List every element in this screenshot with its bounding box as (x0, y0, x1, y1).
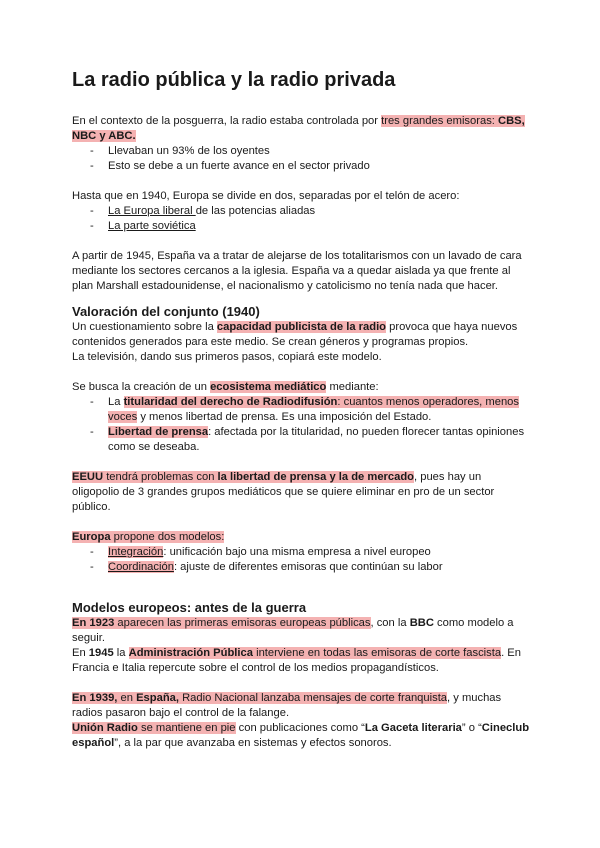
text: la (113, 647, 129, 659)
highlight-bold: CBS, NBC y ABC. (72, 115, 525, 142)
text: La (108, 396, 124, 408)
page-title: La radio pública y la radio privada (72, 69, 396, 91)
ecosistema-paragraph (72, 380, 530, 395)
tv-paragraph: La televisión, dando sus primeros pasos, copiará este modelo. (72, 351, 382, 363)
section-heading: Valoración del conjunto (1940) (72, 304, 260, 319)
highlight: tres grandes emisoras: (381, 115, 499, 127)
text: Un cuestionamiento sobre la (72, 321, 217, 333)
valoracion-paragraph (72, 320, 530, 350)
text: En el contexto de la posguerra, la radio estaba controlada por (72, 115, 382, 127)
europe-paragraph: Hasta que en 1940, Europa se divide en dos, separadas por el telón de acero: (72, 190, 460, 202)
highlight: en (117, 692, 137, 704)
bold-text: BBC (409, 617, 434, 629)
highlight: tendrá problemas con (103, 471, 218, 483)
text: ” o “ (461, 722, 482, 734)
list-item: - Llevaban un 93% de los oyentes (72, 144, 530, 159)
highlight: interviene en todas las emisoras de corte fascista (252, 647, 502, 659)
europe-list (72, 204, 530, 234)
highlight-bold: España, (136, 692, 179, 704)
document-page (72, 66, 530, 751)
list-item (72, 560, 530, 575)
bold-text: La Gaceta literaria (364, 722, 462, 734)
highlight-bold: Europa (72, 531, 111, 543)
text: : unificación bajo una misma empresa a nivel europeo (163, 546, 431, 558)
highlight: propone dos modelos: (110, 531, 225, 543)
text: : ajuste de diferentes emisoras que continúan su labor (173, 561, 443, 573)
highlight-bold: En 1923 (72, 617, 115, 629)
list-item (72, 204, 530, 219)
list-item (72, 219, 530, 234)
bold-text: 1945 (88, 647, 114, 659)
text: mediante: (326, 381, 379, 393)
europa-paragraph (72, 530, 530, 545)
text: , con la (370, 617, 410, 629)
text: con publicaciones como “ (235, 722, 365, 734)
highlight: Radio Nacional lanzaba mensajes de corte franquista (178, 692, 448, 704)
bbc-paragraph (72, 616, 530, 646)
text: y menos libertad de prensa. Es una imposición del Estado. (137, 411, 432, 423)
union-radio-paragraph (72, 721, 530, 751)
underlined-highlight: Coordinación (108, 561, 174, 573)
list-item: - Esto se debe a un fuerte avance en el sector privado (72, 159, 530, 174)
europa-list (72, 545, 530, 575)
text: ”, a la par que avanzaba en sistemas y efectos sonoros. (114, 737, 392, 749)
highlight-bold: En 1939, (72, 692, 118, 704)
highlight-bold: titularidad del derecho de Radiodifusión (123, 396, 338, 408)
highlight: aparecen las primeras emisoras europeas públicas (114, 617, 371, 629)
underlined-highlight: Integración (108, 546, 164, 558)
highlight: : cuantos menos operadores, menos voces (108, 396, 519, 423)
text: como modelo a seguir. (72, 617, 514, 644)
intro-paragraph (72, 114, 530, 144)
admin-paragraph (72, 646, 530, 676)
highlight-bold: capacidad publicista de la radio (216, 321, 387, 333)
bold-text: Cineclub español (72, 722, 530, 749)
ecosistema-list (72, 395, 530, 455)
text: . En Francia e Italia repercute sobre el control de los medios propagandísticos. (72, 647, 521, 674)
highlight-bold: Libertad de prensa (108, 426, 209, 438)
spain-paragraph: A partir de 1945, España va a tratar de alejarse de los totalitarismos con un lavado de cara mediante los sectores cercanos a la iglesia. España va a quedar aislada ya que frente al plan Marshall estadounidense, el nacionalismo y catolicismo no tenía nada que hacer. (72, 250, 522, 292)
underlined-text: La parte soviética (108, 220, 196, 232)
text: , y muchas radios pasaron bajo el control de la falange. (72, 692, 502, 719)
list-item (72, 425, 530, 455)
list-item (72, 545, 530, 560)
highlight-bold: la libertad de prensa y la de mercado (217, 471, 415, 483)
highlight-bold: Unión Radio (72, 722, 138, 734)
text: Se busca la creación de un (72, 381, 211, 393)
highlight-bold: ecosistema mediático (210, 381, 327, 393)
intro-list (72, 144, 530, 174)
highlight: se mantiene en pie (137, 722, 236, 734)
highlight-bold: EEUU (72, 471, 104, 483)
section-heading: Modelos europeos: antes de la guerra (72, 600, 307, 615)
text: : afectada por la titularidad, no pueden florecer tantas opiniones como se deseaba. (108, 426, 525, 453)
text: de las potencias aliadas (195, 205, 316, 217)
highlight-bold: Administración Pública (128, 647, 253, 659)
underlined-text: La Europa liberal (108, 205, 196, 217)
list-item (72, 395, 530, 425)
espana-paragraph (72, 691, 530, 721)
text: , pues hay un oligopolio de 3 grandes grupos mediáticos que se quiere eliminar en pro de un sector público. (72, 471, 495, 513)
text: provoca que haya nuevos contenidos generados para este medio. Se crean géneros y programas propios. (72, 321, 518, 348)
eeuu-paragraph (72, 470, 530, 515)
text: En (72, 647, 89, 659)
